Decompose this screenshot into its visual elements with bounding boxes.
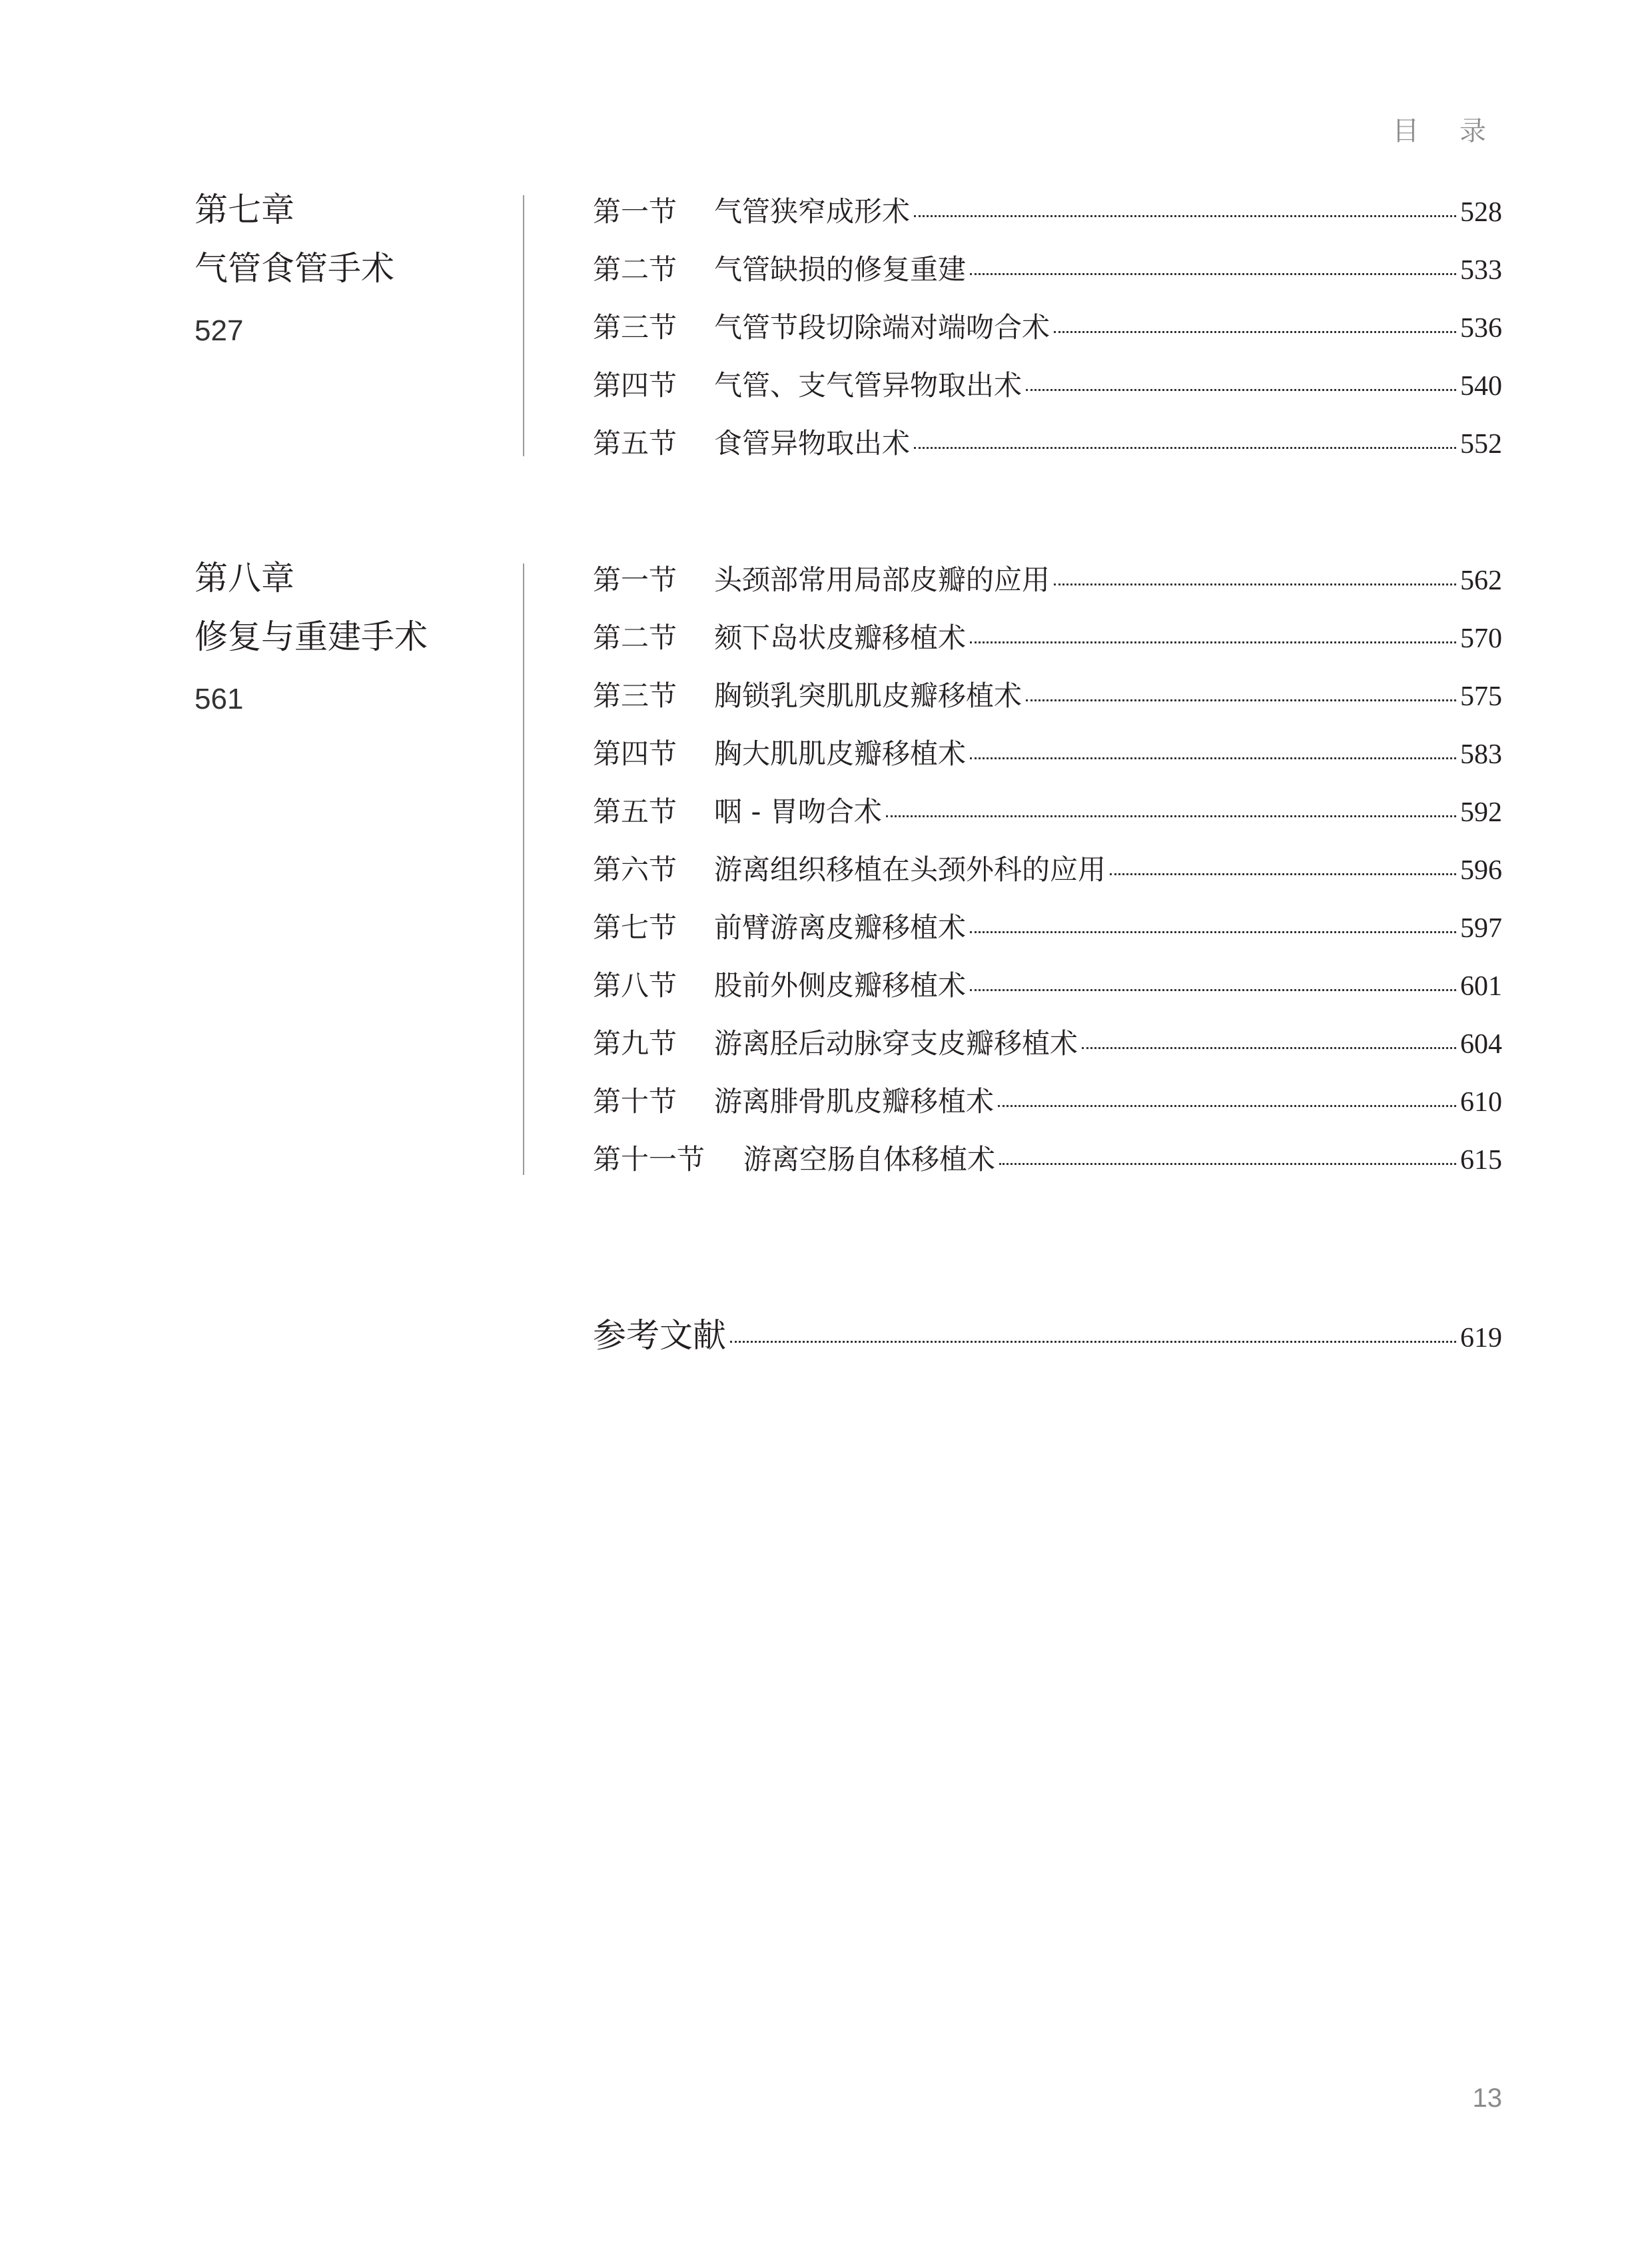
section-page: 562 [1460,565,1502,596]
leader-dots [730,1341,1456,1343]
section-label: 第四节 [593,737,677,770]
leader-dots [970,757,1456,759]
leader-dots [1026,389,1456,391]
chapter-start-page: 527 [195,314,244,347]
toc-entry[interactable] [593,732,1502,790]
section-title: 颏下岛状皮瓣移植术 [714,621,967,654]
leader-dots [1026,699,1456,701]
section-label: 第五节 [593,795,677,828]
section-label: 第十一节 [593,1143,705,1176]
section-title: 气管节段切除端对端吻合术 [714,311,1050,344]
section-title: 股前外侧皮瓣移植术 [714,969,967,1002]
section-list [593,190,1502,480]
section-page: 536 [1460,313,1502,344]
section-page: 604 [1460,1029,1502,1060]
chapter-title: 修复与重建手术 [195,617,428,656]
section-page: 601 [1460,971,1502,1002]
section-title: 咽 - 胃吻合术 [714,795,882,828]
section-page: 610 [1460,1087,1502,1118]
toc-entry[interactable] [593,1138,1502,1196]
leader-dots [998,1105,1456,1107]
leader-dots [970,641,1456,643]
leader-dots [886,815,1456,817]
section-page: 597 [1460,913,1502,944]
toc-entry[interactable] [593,616,1502,674]
leader-dots [970,989,1456,991]
leader-dots [914,215,1456,217]
section-title: 前臂游离皮瓣移植术 [714,911,967,944]
section-page: 592 [1460,797,1502,828]
section-page: 575 [1460,681,1502,712]
section-page: 528 [1460,197,1502,228]
toc-entry[interactable] [593,364,1502,422]
section-label: 第十节 [593,1085,677,1118]
references-title: 参考文献 [593,1316,726,1355]
leader-dots [914,447,1456,449]
toc-entry[interactable] [593,1022,1502,1080]
section-label: 第六节 [593,853,677,886]
toc-entry[interactable] [593,964,1502,1022]
section-page: 583 [1460,739,1502,770]
toc-entry[interactable] [593,248,1502,306]
section-label: 第九节 [593,1027,677,1060]
references-entry[interactable] [593,1309,1502,1357]
section-list [593,558,1502,1196]
section-page: 540 [1460,371,1502,402]
section-label: 第一节 [593,563,677,596]
section-title: 游离组织移植在头颈外科的应用 [714,853,1106,886]
section-title: 胸大肌肌皮瓣移植术 [714,737,967,770]
toc-entry[interactable] [593,674,1502,732]
section-title: 气管缺损的修复重建 [714,253,967,286]
chapter-heading [195,558,428,717]
section-title: 气管、支气管异物取出术 [714,369,1023,402]
chapter-start-page: 561 [195,683,244,715]
running-header: 目 录 [1392,116,1502,147]
toc-entry[interactable] [593,848,1502,906]
toc-entry[interactable] [593,1080,1502,1138]
section-page: 615 [1460,1145,1502,1176]
section-title: 食管异物取出术 [714,427,911,460]
section-label: 第二节 [593,621,677,654]
toc-entry[interactable] [593,190,1502,248]
section-label: 第三节 [593,679,677,712]
section-title: 气管狭窄成形术 [714,195,911,228]
section-title: 游离腓骨肌皮瓣移植术 [714,1085,995,1118]
chapter-divider [523,195,524,456]
toc-entry[interactable] [593,306,1502,364]
leader-dots [1110,873,1456,875]
section-page: 596 [1460,855,1502,886]
toc-entry[interactable] [593,790,1502,848]
section-label: 第二节 [593,253,677,286]
toc-entry[interactable] [593,422,1502,480]
chapter-title: 气管食管手术 [195,249,394,288]
page-number: 13 [1472,2083,1502,2113]
section-label: 第五节 [593,427,677,460]
chapter-divider [523,563,524,1175]
chapter-label: 第八章 [195,559,294,597]
section-title: 游离空肠自体移植术 [743,1143,996,1176]
chapter-heading [195,190,394,348]
leader-dots [1054,331,1456,333]
section-label: 第一节 [593,195,677,228]
leader-dots [970,273,1456,275]
chapter-label: 第七章 [195,190,294,229]
toc-entry[interactable] [593,558,1502,616]
section-title: 头颈部常用局部皮瓣的应用 [714,563,1050,596]
section-label: 第四节 [593,369,677,402]
section-page: 552 [1460,429,1502,460]
section-title: 游离胫后动脉穿支皮瓣移植术 [714,1027,1078,1060]
section-label: 第八节 [593,969,677,1002]
section-label: 第三节 [593,311,677,344]
leader-dots [999,1163,1456,1165]
toc-entry[interactable] [593,906,1502,964]
leader-dots [1054,583,1456,585]
leader-dots [1082,1047,1456,1049]
section-label: 第七节 [593,911,677,944]
leader-dots [970,931,1456,933]
section-page: 533 [1460,255,1502,286]
references-page: 619 [1460,1323,1502,1353]
section-page: 570 [1460,623,1502,654]
section-title: 胸锁乳突肌肌皮瓣移植术 [714,679,1023,712]
